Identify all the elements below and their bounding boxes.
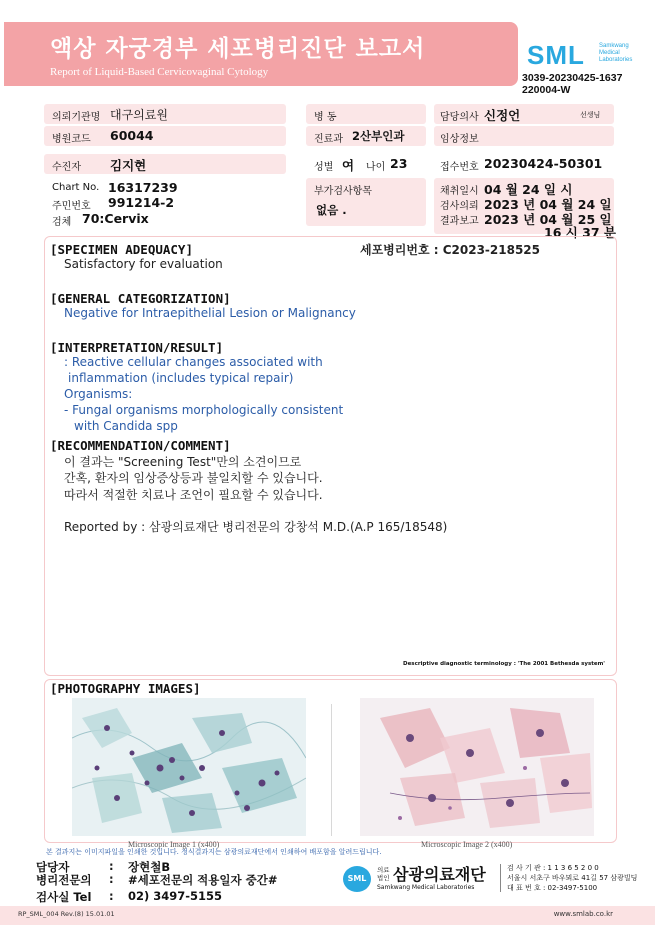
photo-divider bbox=[331, 704, 332, 836]
clinical-label: 임상정보 bbox=[440, 134, 479, 145]
institution-field bbox=[44, 104, 286, 124]
interp-line1: : Reactive cellular changes associated with bbox=[64, 355, 323, 369]
photo-heading: [PHOTOGRAPHY IMAGES] bbox=[50, 681, 201, 696]
interp-line3: Organisms: bbox=[64, 387, 133, 401]
doctor-suffix: 선생님 bbox=[580, 111, 601, 119]
cyto-number-value: C2023-218525 bbox=[442, 243, 541, 257]
adequacy-heading: [SPECIMEN ADEQUACY] bbox=[50, 242, 193, 257]
age-label: 나이 bbox=[366, 162, 386, 173]
extra-test-value: 없음 . bbox=[316, 203, 347, 217]
footer-bar bbox=[0, 906, 655, 925]
foundation-eng: Samkwang Medical Laboratories bbox=[377, 884, 475, 891]
age-value: 23 bbox=[390, 156, 408, 171]
result-time: 16 시 37 분 bbox=[544, 225, 616, 240]
manager-colon: : bbox=[109, 859, 114, 873]
foundation-sub: 의료 법인 bbox=[377, 866, 390, 882]
clinical-field bbox=[434, 126, 614, 146]
resident-label: 주민번호 bbox=[52, 201, 91, 212]
doctor-label: 담당의사 bbox=[440, 112, 479, 123]
interp-line2: inflammation (includes typical repair) bbox=[68, 371, 294, 385]
report-banner bbox=[4, 22, 518, 86]
ward-field bbox=[306, 104, 426, 124]
sex-age-field bbox=[306, 154, 426, 174]
sml-logo-text: Samkwang Medical Laboratories bbox=[599, 43, 633, 63]
report-number-line1: 3039-20230425-1637 bbox=[522, 72, 623, 84]
institution-label: 의뢰기관명 bbox=[52, 112, 101, 123]
foundation-divider bbox=[500, 864, 501, 892]
comment-line3: 따라서 적절한 치료나 조언이 필요할 수 있습니다. bbox=[64, 488, 323, 502]
foundation-name: 삼광의료재단 bbox=[393, 865, 486, 884]
terminology-note: Descriptive diagnostic terminology : 'The 2001 Bethesda system' bbox=[403, 661, 605, 667]
microscopic-image-2 bbox=[360, 698, 594, 836]
patient-name-label: 수진자 bbox=[52, 162, 81, 173]
foundation-address bbox=[507, 863, 637, 893]
interpretation-heading: [INTERPRETATION/RESULT] bbox=[50, 340, 224, 355]
extra-test-field bbox=[306, 178, 426, 226]
interp-line4: - Fungal organisms morphologically consistent bbox=[64, 403, 344, 417]
lab-tel-label: 검사실 Tel bbox=[36, 890, 92, 904]
receipt-value: 20230424-50301 bbox=[484, 156, 603, 171]
dept-field bbox=[306, 126, 426, 146]
adequacy-text: Satisfactory for evaluation bbox=[64, 257, 223, 271]
sml-logo-mark: SML bbox=[527, 40, 585, 70]
category-text: Negative for Intraepithelial Lesion or Malignancy bbox=[64, 306, 356, 320]
hospital-code-value: 60044 bbox=[110, 128, 154, 143]
patient-name-field bbox=[44, 154, 286, 174]
institution-value: 대구의료원 bbox=[110, 108, 168, 122]
dates-field bbox=[434, 178, 616, 240]
sex-value: 여 bbox=[342, 158, 355, 173]
foundation-address-line3: 대 표 번 호 : 02-3497-5100 bbox=[507, 884, 598, 892]
result-value: 2023 년 04 월 25 일 bbox=[484, 212, 612, 227]
pathologist-colon: : bbox=[109, 872, 114, 886]
recommendation-heading: [RECOMMENDATION/COMMENT] bbox=[50, 438, 231, 453]
cyto-number bbox=[360, 241, 540, 258]
comment-line2: 간혹, 환자의 임상증상등과 불일치할 수 있습니다. bbox=[64, 471, 323, 485]
hospital-code-field bbox=[44, 126, 286, 146]
ward-label: 병 동 bbox=[314, 112, 337, 123]
specimen-label: 검체 bbox=[52, 217, 72, 228]
result-label: 결과보고 bbox=[440, 216, 479, 227]
comment-line1: 이 결과는 "Screening Test"만의 소견이므로 bbox=[64, 455, 302, 469]
collect-value: 04 월 24 일 시 bbox=[484, 182, 573, 197]
category-heading: [GENERAL CATEGORIZATION] bbox=[50, 291, 231, 306]
foundation-address-line1: 검 사 기 관 : 1 1 3 6 5 2 0 0 bbox=[507, 864, 599, 872]
request-value: 2023 년 04 월 24 일 bbox=[484, 197, 612, 212]
extra-test-label: 부가검사항목 bbox=[314, 186, 372, 197]
report-title: 액상 자궁경부 세포병리진단 보고서 bbox=[50, 36, 426, 62]
reported-by: Reported by : 삼광의료재단 병리전문의 강창석 M.D.(A.P 165/18548) bbox=[64, 520, 448, 534]
pathologist-value: #세포전문의 적용일자 중간# bbox=[128, 873, 278, 887]
image-2-caption: Microscopic Image 2 (x400) bbox=[421, 840, 513, 849]
hospital-code-label: 병원코드 bbox=[52, 134, 91, 145]
chart-block bbox=[44, 178, 294, 230]
report-number-line2: 220004-W bbox=[522, 84, 571, 96]
website-link: www.smlab.co.kr bbox=[553, 910, 613, 918]
receipt-field bbox=[434, 154, 614, 174]
foundation-logo bbox=[343, 862, 503, 894]
request-label: 검사의뢰 bbox=[440, 201, 479, 212]
sex-label: 성별 bbox=[314, 162, 334, 173]
microscopic-image-1 bbox=[72, 698, 306, 836]
doctor-field bbox=[434, 104, 614, 124]
sml-logo bbox=[527, 40, 647, 70]
patient-name-value: 김지현 bbox=[110, 158, 147, 173]
print-notice: 본 결과지는 이미지파일을 인쇄한 것입니다. 정식결과지는 삼광의료재단에서 인쇄하여 배포함을 알려드립니다. bbox=[46, 848, 382, 856]
specimen-value: 70:Cervix bbox=[82, 211, 149, 226]
manager-label: 담당자 bbox=[36, 860, 70, 874]
interp-line5: with Candida spp bbox=[74, 419, 178, 433]
dept-value: 2산부인과 bbox=[352, 129, 405, 143]
dept-label: 진료과 bbox=[314, 134, 343, 145]
collect-label: 채취일시 bbox=[440, 186, 479, 197]
manager-value: 장현철B bbox=[128, 860, 171, 874]
chart-value: 16317239 bbox=[108, 180, 178, 195]
report-subtitle: Report of Liquid-Based Cervicovaginal Cytology bbox=[50, 66, 269, 78]
cyto-number-label: 세포병리번호 : bbox=[360, 243, 443, 257]
report-number bbox=[522, 72, 622, 96]
receipt-label: 접수번호 bbox=[440, 162, 479, 173]
foundation-emblem: SML bbox=[343, 866, 371, 892]
pathologist-label: 병리전문의 bbox=[36, 873, 92, 887]
resident-value: 991214-2 bbox=[108, 195, 175, 210]
lab-tel-value: 02) 3497-5155 bbox=[128, 889, 223, 903]
foundation-address-line2: 서울시 서초구 바우뫼로 41길 57 삼광빌딩 bbox=[507, 874, 638, 882]
image-1-caption: Microscopic Image 1 (x400) bbox=[128, 840, 220, 849]
form-code: RP_SML_004 Rev.(8) 15.01.01 bbox=[18, 910, 115, 918]
lab-tel-colon: : bbox=[109, 889, 114, 903]
chart-label: Chart No. bbox=[52, 182, 100, 193]
doctor-value: 신정언 bbox=[484, 108, 521, 123]
